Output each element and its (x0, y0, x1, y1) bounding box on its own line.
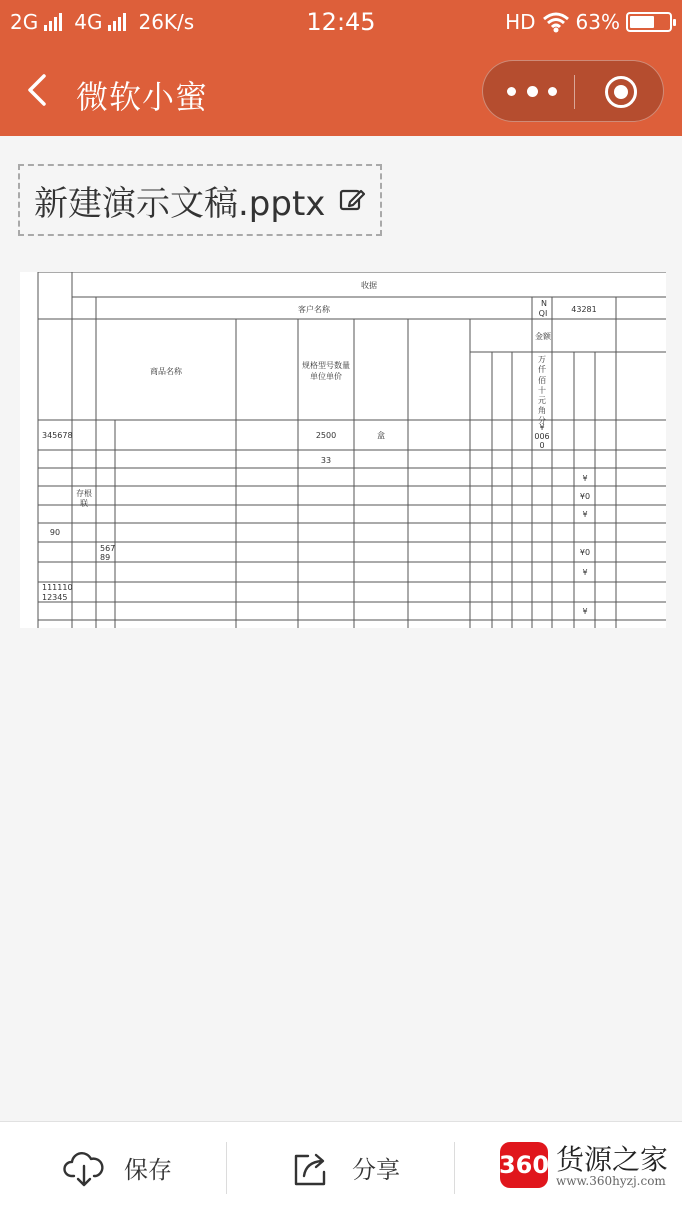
row1-left: 345678 (42, 431, 73, 440)
yen-0-1: ¥0 (579, 492, 591, 501)
yen-2: ¥ (582, 510, 588, 519)
cloud-download-icon (62, 1146, 106, 1190)
file-name-box[interactable] (18, 164, 382, 236)
status-bar (0, 0, 682, 46)
close-miniprogram-icon[interactable] (605, 76, 637, 108)
share-label: 分享 (352, 1156, 400, 1184)
stub-label: 存根 (76, 489, 92, 498)
row2-value: 33 (320, 456, 332, 465)
save-button[interactable] (62, 1122, 172, 1212)
nav-title: 微软小蜜 (76, 78, 209, 116)
network-4g: 4G (74, 10, 103, 34)
left-12345: 12345 (42, 593, 68, 602)
amount-label: 金额 (535, 332, 551, 341)
row1-quantity: 2500 (315, 431, 337, 440)
receipt-number: 43281 (571, 305, 597, 314)
row1-unit: 盒 (377, 431, 385, 440)
spec-label-2: 单位单价 (310, 372, 342, 381)
more-icon[interactable] (507, 79, 557, 103)
share-button[interactable] (290, 1122, 400, 1212)
battery-fill (630, 16, 654, 28)
ql-label: QI (538, 309, 548, 318)
watermark-logo: 360 (500, 1142, 548, 1188)
digit-bai: 佰 (538, 376, 546, 385)
yen-3: ¥ (582, 568, 588, 577)
row1-yen: ¥ (539, 423, 545, 432)
battery-icon (626, 12, 672, 32)
clock: 12:45 (306, 8, 376, 36)
capsule-divider (574, 75, 575, 109)
nav-bar (0, 46, 682, 136)
digit-wan: 万 (538, 355, 546, 364)
mini-program-capsule (482, 60, 664, 122)
receipt-table (20, 272, 666, 628)
yen-1: ¥ (582, 474, 588, 483)
battery-percent: 63% (575, 10, 620, 34)
spec-label-1: 规格型号数量 (302, 361, 350, 370)
network-2g: 2G (10, 10, 39, 34)
yen-4: ¥ (582, 607, 588, 616)
bottom-divider-1 (226, 1142, 227, 1194)
no-label: N (541, 299, 547, 308)
bottom-divider-2 (454, 1142, 455, 1194)
net-speed: 26K/s (138, 10, 195, 34)
row1-yen-3: 0 (539, 441, 545, 450)
document-preview[interactable] (20, 272, 666, 628)
save-label: 保存 (124, 1156, 172, 1184)
digit-yuan: 元 (538, 396, 546, 405)
left-567: 567 (100, 544, 116, 553)
watermark-url: www.360hyzj.com (556, 1174, 666, 1188)
left-90: 90 (49, 528, 61, 537)
file-name: 新建演示文稿.pptx (34, 183, 326, 224)
yen-0-2: ¥0 (579, 548, 591, 557)
watermark-name: 货源之家 (556, 1143, 669, 1176)
watermark (500, 1138, 680, 1194)
wifi-icon (542, 11, 570, 33)
digit-shi: 十 (538, 386, 546, 395)
digit-qian: 仟 (538, 365, 546, 374)
product-name-label: 商品名称 (150, 367, 182, 376)
digit-fen: 分 (538, 416, 546, 425)
back-icon[interactable] (22, 70, 62, 110)
receipt-title: 收据 (361, 281, 377, 290)
hd-label: HD (505, 10, 536, 34)
share-icon (290, 1146, 334, 1190)
top-bar (0, 0, 682, 136)
left-111110: 111110 (42, 583, 73, 592)
row1-yen-2: 006 (534, 432, 550, 441)
left-89: 89 (100, 553, 111, 562)
edit-icon[interactable] (339, 187, 365, 213)
stub-label-2: 联 (80, 499, 88, 508)
customer-label: 客户名称 (298, 305, 330, 314)
digit-jiao: 角 (538, 406, 546, 415)
